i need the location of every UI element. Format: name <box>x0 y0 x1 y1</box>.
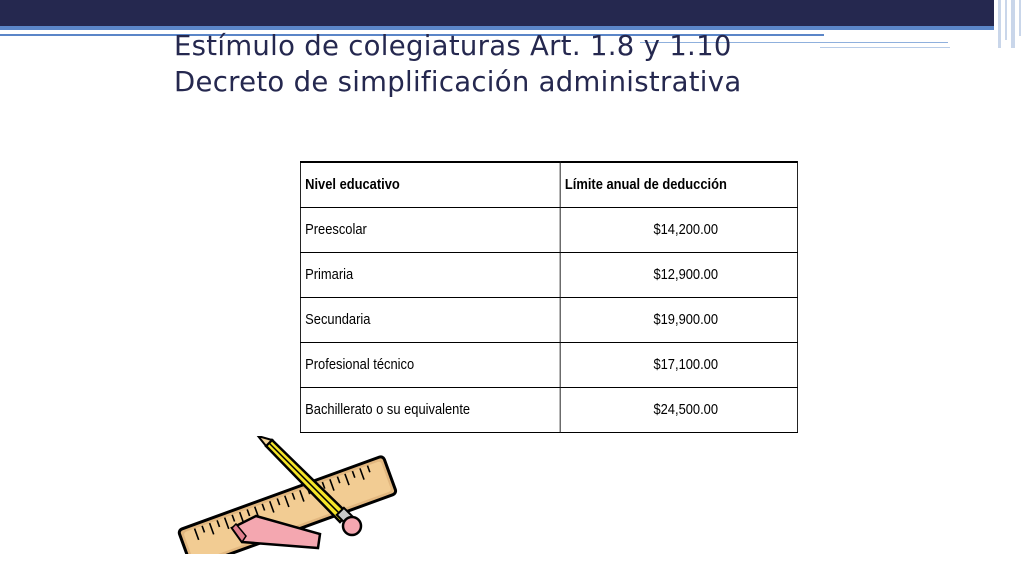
slide-title <box>174 28 741 100</box>
school-supplies-clipart <box>170 436 400 554</box>
amount-cell: $24,500.00 <box>560 387 797 432</box>
amount-cell: $14,200.00 <box>560 207 797 252</box>
amount-cell: $19,900.00 <box>560 297 797 342</box>
deduction-limits-table <box>300 161 798 433</box>
table-row <box>300 297 797 342</box>
title-line-1: Estímulo de colegiaturas Art. 1.8 y 1.10 <box>174 30 732 62</box>
level-cell: Secundaria <box>300 297 560 342</box>
amount-cell: $12,900.00 <box>560 252 797 297</box>
table-header-row <box>300 162 797 207</box>
amount-cell: $17,100.00 <box>560 342 797 387</box>
decorative-line <box>820 47 950 48</box>
title-line-2: Decreto de simplificación administrativa <box>174 66 742 98</box>
corner-bars <box>994 0 1024 48</box>
column-header-limit: Límite anual de deducción <box>560 162 797 207</box>
table-row <box>300 252 797 297</box>
top-banner <box>0 0 1024 26</box>
level-cell: Profesional técnico <box>300 342 560 387</box>
table-row <box>300 207 797 252</box>
table-row <box>300 342 797 387</box>
level-cell: Preescolar <box>300 207 560 252</box>
level-cell: Primaria <box>300 252 560 297</box>
table-row <box>300 387 797 432</box>
column-header-level: Nivel educativo <box>300 162 560 207</box>
level-cell: Bachillerato o su equivalente <box>300 387 560 432</box>
